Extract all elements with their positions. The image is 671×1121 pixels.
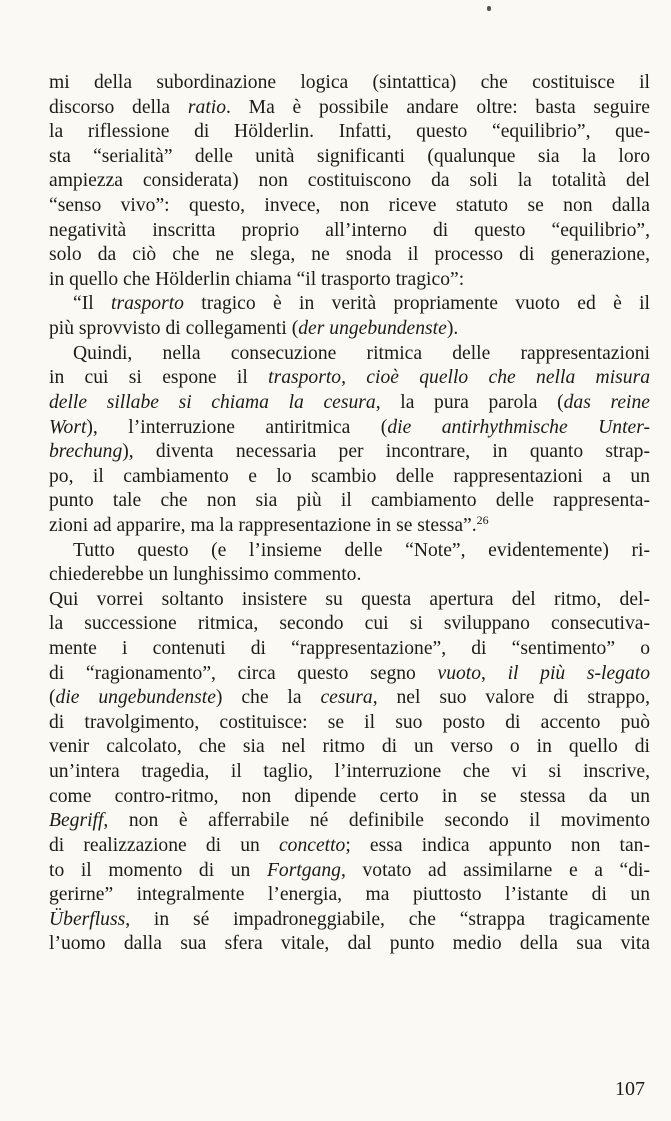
italic-run: trasporto	[111, 293, 184, 315]
text-run: , la pura parola (	[375, 391, 564, 413]
italic-run: Begriff	[49, 810, 104, 832]
text-run: di realizzazione di un	[49, 834, 279, 856]
italic-run: Überfluss	[49, 908, 126, 930]
text-line	[49, 563, 650, 588]
text-run: chiederebbe un lunghissimo commento.	[49, 564, 362, 586]
text-line	[49, 145, 650, 170]
text-run: zioni ad apparire, ma la rappresentazione in se stessa”.	[49, 514, 477, 536]
text-run: ,	[481, 662, 508, 684]
text-run: mi della subordinazione logica (sintattica) che costituisce il	[49, 72, 650, 93]
text-run: mente i contenuti di “rappresentazione”, di “sentimento” o	[49, 638, 650, 660]
text-line	[49, 834, 650, 859]
text-run: po, il cambiamento e lo scambio delle rappresentazioni a un	[49, 465, 650, 487]
text-run: ampiezza considerata) non costituiscono da soli la totalità del	[49, 170, 650, 192]
text-line	[49, 908, 650, 933]
text-run: Qui vorrei soltanto insistere su questa apertura del ritmo, del-	[49, 588, 650, 610]
text-line	[49, 711, 650, 736]
page-body	[49, 71, 650, 957]
text-run: solo da ciò che ne slega, ne snoda il processo di generazione,	[49, 244, 650, 266]
italic-run: Fortgang	[266, 859, 341, 881]
italic-run: vuoto	[437, 662, 482, 684]
italic-run: delle sillabe si chiama la cesura	[49, 391, 376, 413]
text-line	[49, 391, 650, 416]
text-run: venir calcolato, che sia nel ritmo di un verso o in quello di	[49, 736, 650, 758]
text-run: la riflessione di Hölderlin. Infatti, questo “equilibrio”, que-	[49, 121, 650, 143]
text-line	[49, 686, 650, 711]
text-run: “senso vivo”: questo, invece, non riceve statuto se non dalla	[49, 195, 650, 217]
text-run: sta “serialità” delle unità significanti (qualunque sia la loro	[49, 145, 650, 167]
text-run: ), l’interruzione antiritmica (	[86, 416, 388, 438]
text-line	[49, 809, 650, 834]
text-line	[49, 342, 650, 367]
text-line	[49, 588, 650, 613]
text-run: più sprovvisto di collegamenti (	[49, 318, 299, 340]
text-line	[49, 612, 650, 637]
text-run: ; essa indica appunto non tan-	[345, 834, 650, 856]
text-line	[49, 366, 650, 391]
text-run: negatività inscritta proprio all’interno di questo “equilibrio”,	[49, 219, 650, 241]
text-run: “Il	[73, 293, 111, 315]
text-run: ), diventa necessaria per incontrare, in quanto strap-	[122, 441, 650, 463]
italic-run: Wort	[49, 416, 87, 438]
text-line	[49, 859, 650, 884]
italic-run: trasporto, cioè quello che nella misura	[268, 367, 650, 389]
footnote-ref: 26	[476, 512, 489, 527]
text-run: to il momento di un	[49, 859, 267, 881]
italic-run: das reine	[563, 391, 650, 413]
italic-run: der ungebundenste	[298, 318, 447, 340]
text-run: punto tale che non sia più il cambiamento delle rappresenta-	[49, 490, 650, 512]
italic-run: ratio	[187, 96, 226, 118]
text-run: di travolgimento, costituisce: se il suo posto di accento può	[49, 711, 650, 733]
text-line	[49, 96, 650, 121]
text-run: discorso della	[49, 96, 188, 118]
text-run: in cui si espone il	[49, 367, 269, 389]
page-number: 107	[615, 1078, 645, 1100]
text-line	[49, 539, 650, 564]
text-run: Quindi, nella consecuzione ritmica delle rappresentazioni	[73, 342, 650, 364]
italic-run: die antirhythmische Unter-	[387, 416, 650, 438]
text-line	[49, 440, 650, 465]
text-run: un’intera tragedia, il taglio, l’interruzione che vi si inscrive,	[49, 761, 650, 783]
text-line	[49, 760, 650, 785]
text-line	[49, 120, 650, 145]
text-run: ).	[446, 318, 459, 340]
text-line	[49, 71, 650, 96]
text-run: gerirne” integralmente l’energia, ma piuttosto l’istante di un	[49, 884, 650, 906]
text-line	[49, 416, 650, 441]
text-run: come contro-ritmo, non dipende certo in se stessa da un	[49, 785, 650, 807]
italic-run: il più s-legato	[507, 662, 650, 684]
text-line	[49, 785, 650, 810]
italic-run: cesura	[320, 687, 373, 709]
text-line	[49, 883, 650, 908]
text-line	[49, 268, 650, 293]
ink-speck	[487, 6, 491, 11]
text-line	[49, 489, 650, 514]
text-line	[49, 243, 650, 268]
text-run: , non è afferrabile né definibile secondo il movimento	[103, 810, 650, 832]
text-run: di “ragionamento”, circa questo segno	[49, 662, 438, 684]
text-line	[49, 169, 650, 194]
text-line	[49, 637, 650, 662]
text-run: , nel suo valore di strappo,	[372, 687, 650, 709]
text-run: la successione ritmica, secondo cui si sviluppano consecutiva-	[49, 613, 650, 635]
text-line	[49, 662, 650, 687]
text-line	[49, 932, 650, 957]
text-run: (	[49, 687, 56, 709]
text-run: , in sé impadroneggiabile, che “strappa tragicamente	[125, 908, 650, 930]
italic-run: concetto	[278, 834, 346, 856]
text-line	[49, 735, 650, 760]
text-line	[49, 317, 650, 342]
text-line	[49, 514, 650, 539]
text-line	[49, 219, 650, 244]
text-run: tragico è in verità propriamente vuoto ed è il	[183, 293, 650, 315]
text-run: ) che la	[215, 687, 321, 709]
text-line	[49, 194, 650, 219]
italic-run: brechung	[49, 441, 123, 463]
text-run: . Ma è possibile andare oltre: basta seguire	[226, 96, 651, 118]
italic-run: die ungebundenste	[55, 687, 216, 709]
text-line	[49, 465, 650, 490]
text-run: , votato ad assimilarne e a “di-	[340, 859, 650, 881]
text-run: in quello che Hölderlin chiama “il trasporto tragico”:	[49, 268, 465, 290]
text-run: l’uomo dalla sua sfera vitale, dal punto medio della sua vita	[49, 933, 650, 955]
text-run: Tutto questo (e l’insieme delle “Note”, evidentemente) ri-	[73, 539, 650, 561]
text-line	[49, 292, 650, 317]
